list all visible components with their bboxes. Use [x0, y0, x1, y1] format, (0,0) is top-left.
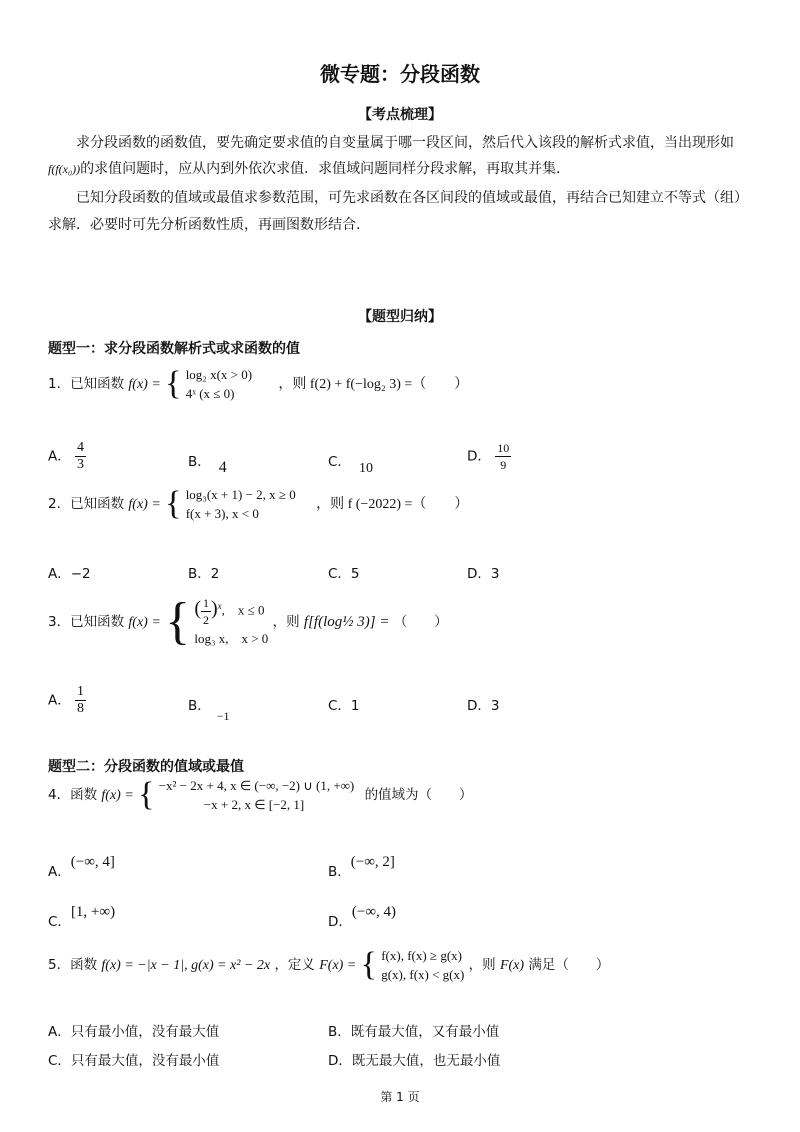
q1-c-label: C． — [328, 454, 351, 470]
q1-suffix: ，则 f(2) + f(−log₂ 3) =（ ） — [278, 377, 469, 392]
q5-cases — [381, 946, 464, 984]
question-5 — [48, 946, 609, 984]
q1-d-label: D． — [467, 448, 491, 465]
question-3 — [48, 594, 448, 650]
q2-fx: f(x) = — [128, 497, 161, 512]
q3-case1-frac — [201, 595, 211, 628]
q4-option-c[interactable] — [48, 900, 116, 930]
q3-a-den: 8 — [77, 701, 85, 716]
question-4 — [48, 776, 473, 814]
q1-prefix: 1．已知函数 — [48, 376, 125, 392]
q3-suffix-post: （ ） — [393, 614, 448, 630]
q1-b-val: 4 — [218, 459, 227, 476]
question-2 — [48, 485, 468, 523]
q5-case2: g(x), f(x) < g(x) — [381, 967, 465, 982]
q3-fx: f(x) = — [128, 615, 161, 630]
q1-option-b[interactable] — [188, 450, 227, 476]
q4-c-label: C． — [48, 914, 71, 930]
section-heading-question-types: 【题型归纳】 — [358, 309, 442, 325]
q1-case2: 4ˣ (x ≤ 0) — [185, 386, 235, 401]
q4-a-val: (−∞, 4] — [70, 854, 115, 870]
q3-a-label: A． — [48, 692, 71, 709]
q5-suffix-math: F(x) — [499, 958, 525, 973]
q2-case2: f(x + 3), x < 0 — [185, 506, 259, 521]
q3-option-b[interactable] — [188, 694, 230, 723]
q2-option-d[interactable]: D．3 — [467, 566, 500, 582]
q4-b-val: (−∞, 2] — [350, 854, 395, 870]
q5-case1: f(x), f(x) ≥ g(x) — [381, 948, 462, 963]
q5-option-a[interactable]: A．只有最小值，没有最大值 — [48, 1024, 220, 1040]
q1-a-frac — [75, 440, 86, 473]
q3-a-frac — [75, 684, 86, 717]
q4-b-label: B． — [328, 864, 351, 880]
q1-d-den: 9 — [500, 458, 507, 472]
q1-case1: log₂ x(x > 0) — [185, 367, 253, 382]
q1-brace: { — [165, 365, 182, 402]
q2-suffix: ，则 f (−2022) =（ ） — [316, 497, 469, 512]
q1-a-num: 4 — [77, 440, 85, 455]
q4-d-val: (−∞, 4) — [351, 904, 397, 920]
q4-option-b[interactable] — [328, 850, 395, 880]
para1-line2 — [48, 158, 570, 180]
q4-option-d[interactable] — [328, 900, 397, 930]
q3-case1: ( $\frac{1}{2}$ )$^x$, x ≤ 0 — [194, 595, 265, 627]
page-title: 微专题：分段函数 — [320, 62, 480, 86]
q4-brace: { — [138, 776, 155, 813]
q4-cases — [159, 776, 355, 814]
q2-cases — [186, 485, 296, 523]
q3-option-a[interactable] — [48, 684, 86, 717]
q3-case1-den: 2 — [203, 612, 209, 627]
q4-fx: f(x) = — [101, 788, 134, 803]
q5-suffix-pre: ，则 — [468, 957, 496, 973]
q3-option-c[interactable]: C．1 — [328, 698, 360, 714]
q1-option-d[interactable] — [467, 440, 511, 473]
q1-option-a[interactable] — [48, 440, 86, 473]
para1-math: f(f(x₀)) — [48, 162, 81, 176]
q5-prefix: 5．函数 — [48, 957, 98, 973]
q3-b-val: −1 — [216, 709, 230, 723]
para1-line2-text: 的求值问题时，应从内到外依次求值．求值域问题同样分段求解，再取其并集． — [80, 161, 571, 177]
type1-title: 题型一：求分段函数解析式或求函数的值 — [48, 341, 300, 357]
q5-suffix-post: 满足（ ） — [528, 957, 610, 973]
q5-option-b[interactable]: B．既有最大值，又有最小值 — [328, 1024, 500, 1040]
q5-option-c[interactable]: C．只有最大值，没有最小值 — [48, 1053, 220, 1069]
q3-suffix-math: f[f(log½ 3)] = — [303, 614, 390, 630]
q4-case2: −x + 2, x ∈ [−2, 1] — [203, 797, 305, 812]
q3-suffix-pre: ，则 — [272, 614, 300, 630]
q3-case1-num: 1 — [203, 595, 209, 610]
q1-fx: f(x) = — [128, 377, 161, 392]
q2-prefix: 2．已知函数 — [48, 496, 125, 512]
question-1 — [48, 365, 468, 403]
page-number: 第 1 页 — [380, 1090, 420, 1104]
q4-a-label: A． — [48, 864, 71, 880]
para1-line1: 求分段函数的函数值，要先确定要求值的自变量属于哪一段区间，然后代入该段的解析式求值，当出现形如 — [76, 135, 734, 151]
q1-b-label: B． — [188, 454, 211, 470]
q1-c-val: 10 — [358, 461, 373, 476]
q2-case1: log₃(x + 1) − 2, x ≥ 0 — [185, 487, 296, 502]
q5-option-d[interactable]: D．既无最大值，也无最小值 — [328, 1053, 501, 1069]
q3-case2: log₃ x, x > 0 — [194, 630, 269, 646]
q3-a-num: 1 — [77, 684, 85, 699]
q1-d-num: 10 — [497, 441, 510, 455]
q2-brace: { — [165, 485, 182, 522]
q3-case1-exp: x — [217, 600, 222, 611]
q2-option-a[interactable]: A．−2 — [48, 566, 91, 582]
q2-option-c[interactable]: C．5 — [328, 566, 360, 582]
q5-def: f(x) = −|x − 1|, g(x) = x² − 2x — [101, 958, 271, 973]
q4-prefix: 4．函数 — [48, 787, 98, 803]
para2-line1: 已知分段函数的值域或最值求参数范围，可先求函数在各区间段的值域或最值，再结合已知建立不等式（组） — [76, 190, 748, 206]
q2-option-b[interactable]: B．2 — [188, 566, 220, 582]
q5-Fx: F(x) = — [319, 958, 357, 973]
type2-title: 题型二：分段函数的值域或最值 — [48, 759, 244, 775]
q3-b-label: B． — [188, 698, 211, 714]
q3-option-d[interactable]: D．3 — [467, 698, 500, 714]
q4-suffix: 的值域为（ ） — [364, 787, 473, 803]
q1-a-label: A． — [48, 448, 71, 465]
q3-prefix: 3．已知函数 — [48, 614, 125, 630]
q4-c-val: [1, +∞) — [70, 904, 116, 920]
q4-case1: −x² − 2x + 4, x ∈ (−∞, −2) ∪ (1, +∞) — [158, 778, 355, 793]
section-heading-key-points: 【考点梳理】 — [358, 107, 442, 123]
q4-d-label: D． — [328, 914, 352, 930]
q1-cases — [186, 365, 252, 403]
q3-cases — [194, 595, 268, 650]
q5-mid: ，定义 — [274, 957, 315, 973]
para2-line2: 求解．必要时可先分析函数性质，再画图数形结合． — [48, 217, 370, 233]
q1-option-c[interactable] — [328, 450, 373, 476]
q5-brace: { — [360, 946, 377, 983]
q1-a-den: 3 — [77, 457, 85, 472]
q3-brace: { — [165, 593, 191, 650]
q3-case1-tail: , x ≤ 0 — [221, 601, 265, 617]
q1-d-frac — [495, 440, 511, 473]
q4-option-a[interactable] — [48, 850, 115, 880]
